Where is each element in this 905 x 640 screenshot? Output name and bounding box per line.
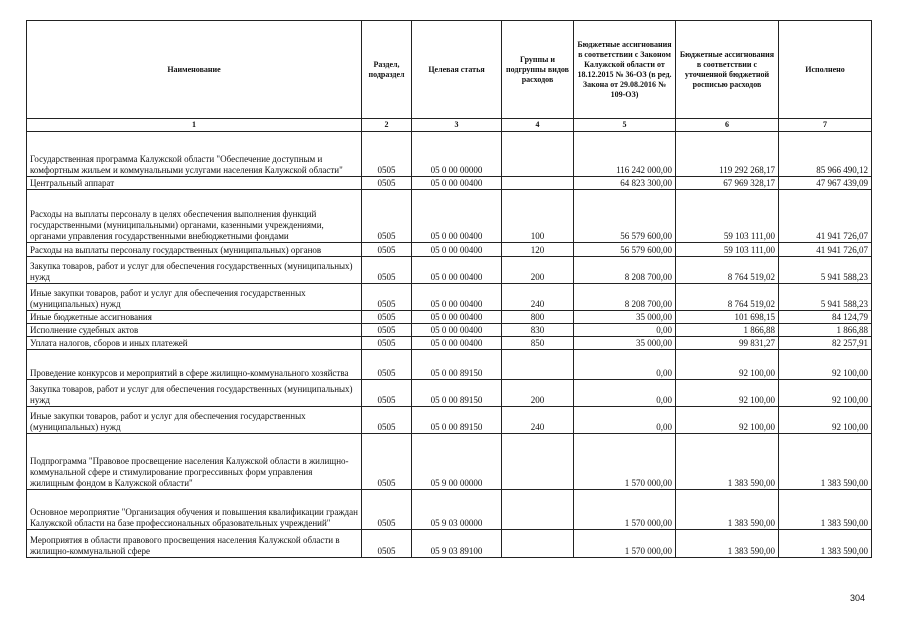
table-row xyxy=(27,324,872,337)
row-section: 0505 xyxy=(362,337,412,350)
row-section: 0505 xyxy=(362,311,412,324)
row-target: 05 0 00 00400 xyxy=(412,324,502,337)
row-law: 35 000,00 xyxy=(574,337,676,350)
row-name: Иные бюджетные ассигнования xyxy=(27,311,362,324)
row-executed: 1 866,88 xyxy=(779,324,872,337)
row-target: 05 9 00 00000 xyxy=(412,434,502,490)
row-target: 05 0 00 00400 xyxy=(412,190,502,243)
row-law: 8 208 700,00 xyxy=(574,284,676,311)
table-row xyxy=(27,243,872,257)
row-section: 0505 xyxy=(362,177,412,190)
row-law: 0,00 xyxy=(574,324,676,337)
header-assigned-refined: Бюджетные ассигнования в соответствии с уточненной бюджетной росписью расходов xyxy=(676,21,779,119)
row-group: 830 xyxy=(502,324,574,337)
row-group xyxy=(502,434,574,490)
row-executed: 41 941 726,07 xyxy=(779,190,872,243)
row-law: 0,00 xyxy=(574,350,676,380)
row-executed: 47 967 439,09 xyxy=(779,177,872,190)
row-target: 05 0 00 00400 xyxy=(412,311,502,324)
row-refined: 92 100,00 xyxy=(676,350,779,380)
row-executed: 82 257,91 xyxy=(779,337,872,350)
header-executed: Исполнено xyxy=(779,21,872,119)
row-name: Основное мероприятие "Организация обучения и повышения квалификации граждан Калужской области на базе профессиональных образовательных учреждений" xyxy=(27,490,362,530)
header-assigned-law: Бюджетные ассигнования в соответствии с Законом Калужской области от 18.12.2015 № 36-ОЗ (в ред. Закона от 29.08.2016 № 109-ОЗ) xyxy=(574,21,676,119)
row-target: 05 0 00 00400 xyxy=(412,284,502,311)
table-row xyxy=(27,490,872,530)
header-target: Целевая статья xyxy=(412,21,502,119)
row-law: 8 208 700,00 xyxy=(574,257,676,284)
row-group: 800 xyxy=(502,311,574,324)
row-refined: 67 969 328,17 xyxy=(676,177,779,190)
row-group xyxy=(502,530,574,558)
row-law: 35 000,00 xyxy=(574,311,676,324)
row-section: 0505 xyxy=(362,350,412,380)
column-number: 5 xyxy=(574,119,676,132)
budget-table xyxy=(26,20,872,558)
row-name: Иные закупки товаров, работ и услуг для обеспечения государственных (муниципальных) нужд xyxy=(27,407,362,434)
row-name: Закупка товаров, работ и услуг для обеспечения государственных (муниципальных) нужд xyxy=(27,380,362,407)
row-target: 05 0 00 00000 xyxy=(412,132,502,177)
row-target: 05 0 00 00400 xyxy=(412,177,502,190)
header-section: Раздел, подраздел xyxy=(362,21,412,119)
column-number: 4 xyxy=(502,119,574,132)
row-law: 116 242 000,00 xyxy=(574,132,676,177)
header-name: Наименование xyxy=(27,21,362,119)
row-group: 200 xyxy=(502,257,574,284)
row-target: 05 0 00 89150 xyxy=(412,407,502,434)
header-row xyxy=(27,21,872,119)
row-executed: 5 941 588,23 xyxy=(779,257,872,284)
row-name: Иные закупки товаров, работ и услуг для обеспечения государственных (муниципальных) нужд xyxy=(27,284,362,311)
row-refined: 119 292 268,17 xyxy=(676,132,779,177)
row-name: Подпрограмма "Правовое просвещение населения Калужской области в жилищно-коммунальной сфере и стимулирование прогрессивных форм управления жилищным фондом в Калужской области" xyxy=(27,434,362,490)
row-group: 200 xyxy=(502,380,574,407)
row-target: 05 9 03 89100 xyxy=(412,530,502,558)
table-row xyxy=(27,257,872,284)
row-section: 0505 xyxy=(362,490,412,530)
row-refined: 99 831,27 xyxy=(676,337,779,350)
row-executed: 1 383 590,00 xyxy=(779,530,872,558)
row-target: 05 0 00 89150 xyxy=(412,380,502,407)
row-section: 0505 xyxy=(362,407,412,434)
row-group xyxy=(502,177,574,190)
page-number: 304 xyxy=(850,593,866,603)
table-row xyxy=(27,530,872,558)
row-executed: 1 383 590,00 xyxy=(779,490,872,530)
table-row xyxy=(27,190,872,243)
row-refined: 92 100,00 xyxy=(676,407,779,434)
row-section: 0505 xyxy=(362,530,412,558)
table-row xyxy=(27,311,872,324)
row-target: 05 0 00 00400 xyxy=(412,257,502,284)
row-section: 0505 xyxy=(362,257,412,284)
row-executed: 92 100,00 xyxy=(779,350,872,380)
row-law: 1 570 000,00 xyxy=(574,434,676,490)
row-section: 0505 xyxy=(362,434,412,490)
row-target: 05 9 03 00000 xyxy=(412,490,502,530)
row-executed: 5 941 588,23 xyxy=(779,284,872,311)
table-row xyxy=(27,177,872,190)
table-row xyxy=(27,407,872,434)
header-groups: Группы и подгруппы видов расходов xyxy=(502,21,574,119)
row-group: 120 xyxy=(502,243,574,257)
row-refined: 1 383 590,00 xyxy=(676,434,779,490)
column-number: 1 xyxy=(27,119,362,132)
row-refined: 1 383 590,00 xyxy=(676,490,779,530)
row-section: 0505 xyxy=(362,243,412,257)
column-number: 6 xyxy=(676,119,779,132)
row-law: 64 823 300,00 xyxy=(574,177,676,190)
row-group: 100 xyxy=(502,190,574,243)
row-name: Расходы на выплаты персоналу государственных (муниципальных) органов xyxy=(27,243,362,257)
row-name: Проведение конкурсов и мероприятий в сфере жилищно-коммунального хозяйства xyxy=(27,350,362,380)
row-name: Расходы на выплаты персоналу в целях обеспечения выполнения функций государственными (муниципальными) органами, казенными учреждениями, органами управления государственными внебюджетными фондами xyxy=(27,190,362,243)
row-executed: 92 100,00 xyxy=(779,380,872,407)
row-refined: 1 866,88 xyxy=(676,324,779,337)
row-group xyxy=(502,490,574,530)
column-number: 2 xyxy=(362,119,412,132)
table-row xyxy=(27,132,872,177)
table-row xyxy=(27,337,872,350)
row-law: 1 570 000,00 xyxy=(574,530,676,558)
column-number: 3 xyxy=(412,119,502,132)
row-executed: 92 100,00 xyxy=(779,407,872,434)
row-refined: 1 383 590,00 xyxy=(676,530,779,558)
row-law: 56 579 600,00 xyxy=(574,190,676,243)
row-executed: 84 124,79 xyxy=(779,311,872,324)
row-group: 240 xyxy=(502,284,574,311)
row-target: 05 0 00 00400 xyxy=(412,243,502,257)
table-row xyxy=(27,284,872,311)
row-refined: 101 698,15 xyxy=(676,311,779,324)
row-section: 0505 xyxy=(362,380,412,407)
row-law: 0,00 xyxy=(574,407,676,434)
row-executed: 1 383 590,00 xyxy=(779,434,872,490)
row-refined: 92 100,00 xyxy=(676,380,779,407)
column-number: 7 xyxy=(779,119,872,132)
row-group: 240 xyxy=(502,407,574,434)
row-name: Исполнение судебных актов xyxy=(27,324,362,337)
row-refined: 59 103 111,00 xyxy=(676,190,779,243)
row-name: Государственная программа Калужской области "Обеспечение доступным и комфортным жильем и коммунальными услугами населения Калужской области" xyxy=(27,132,362,177)
row-name: Уплата налогов, сборов и иных платежей xyxy=(27,337,362,350)
row-section: 0505 xyxy=(362,284,412,311)
row-executed: 85 966 490,12 xyxy=(779,132,872,177)
row-name: Центральный аппарат xyxy=(27,177,362,190)
table-row xyxy=(27,434,872,490)
row-group xyxy=(502,350,574,380)
row-executed: 41 941 726,07 xyxy=(779,243,872,257)
row-section: 0505 xyxy=(362,324,412,337)
row-section: 0505 xyxy=(362,132,412,177)
row-section: 0505 xyxy=(362,190,412,243)
row-refined: 8 764 519,02 xyxy=(676,257,779,284)
table-row xyxy=(27,380,872,407)
row-refined: 59 103 111,00 xyxy=(676,243,779,257)
column-number-row xyxy=(27,119,872,132)
row-name: Мероприятия в области правового просвещения населения Калужской области в жилищно-коммунальной сфере xyxy=(27,530,362,558)
row-group: 850 xyxy=(502,337,574,350)
table-row xyxy=(27,350,872,380)
row-law: 1 570 000,00 xyxy=(574,490,676,530)
row-law: 0,00 xyxy=(574,380,676,407)
row-refined: 8 764 519,02 xyxy=(676,284,779,311)
row-target: 05 0 00 89150 xyxy=(412,350,502,380)
row-target: 05 0 00 00400 xyxy=(412,337,502,350)
row-group xyxy=(502,132,574,177)
row-name: Закупка товаров, работ и услуг для обеспечения государственных (муниципальных) нужд xyxy=(27,257,362,284)
row-law: 56 579 600,00 xyxy=(574,243,676,257)
